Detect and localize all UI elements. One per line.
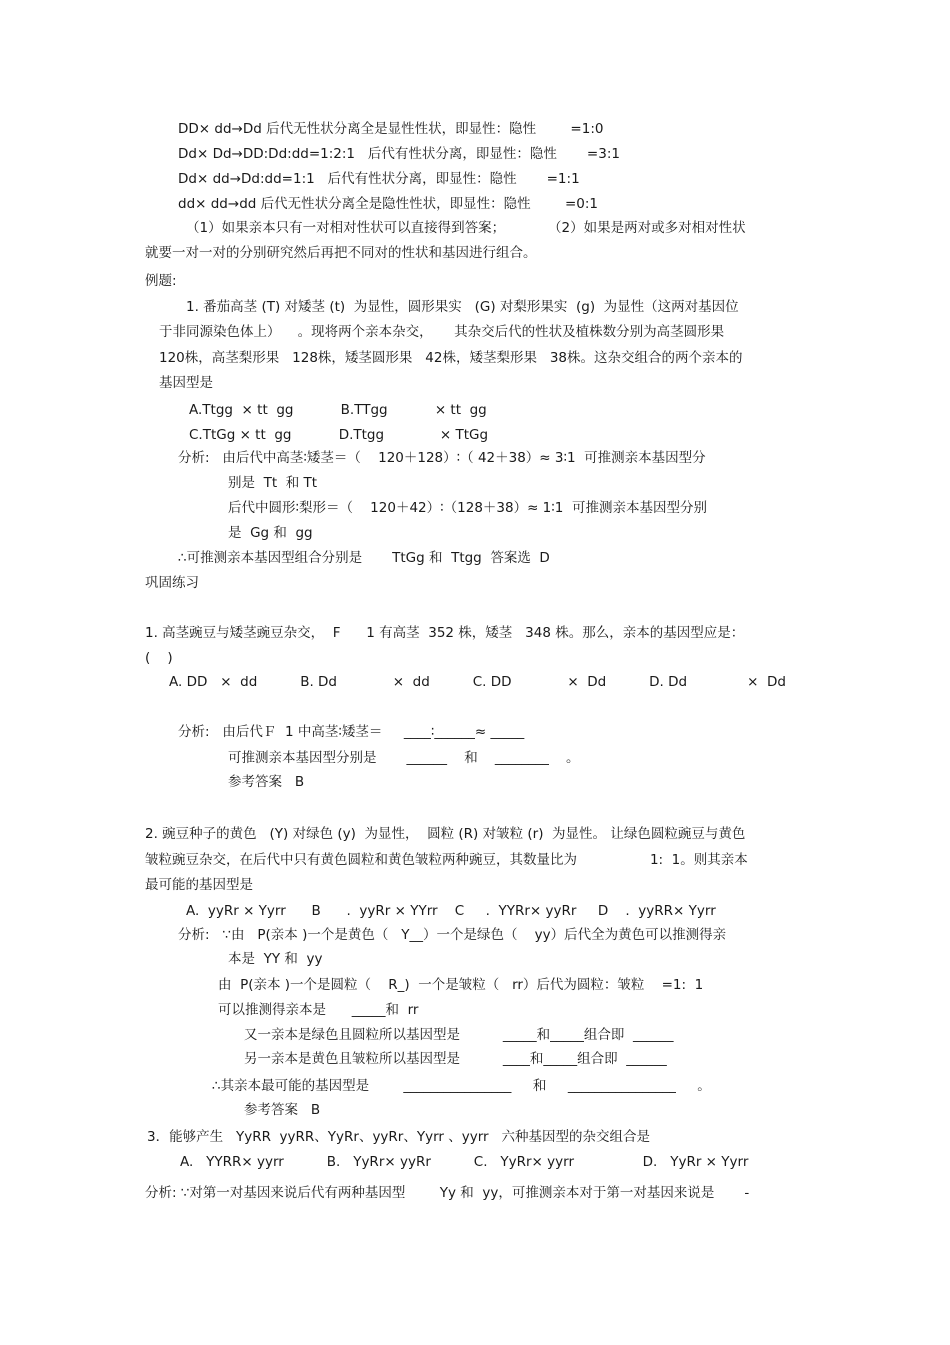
practice-1-blank: ( ): [145, 650, 173, 666]
rule-recessive: dd× dd→dd 后代无性状分离全是隐性性状，即显性：隐性 =0:1: [178, 196, 598, 212]
note-line-1: （1）如果亲本只有一对相对性状可以直接得到答案； （2）如果是两对或多对相对性状: [186, 220, 746, 236]
practice-2-conclusion: ∴其亲本最可能的基因型是 ________________ 和 ________________ 。: [212, 1078, 711, 1094]
practice-2-answer: 参考答案 B: [244, 1102, 321, 1118]
example-analysis-1: 分析: 由后代中高茎∶矮茎＝（ 120＋128）∶（ 42＋38）≈ 3∶1 可推测亲本基因型分: [178, 450, 706, 466]
practice-1-analysis-2: 可推测亲本基因型分别是 ______ 和 ________ 。: [228, 750, 580, 766]
practice-2-analysis-4: 可以推测得亲本是 _____和 rr: [218, 1002, 419, 1018]
rule-dd-x-dd-test: Dd× dd→Dd:dd=1:1 后代有性状分离，即显性：隐性 =1:1: [178, 171, 580, 187]
example-options-ab: A.Ttgg × tt gg B.TTgg × tt gg: [189, 402, 487, 418]
example-question-line-2: 于非同源染色体上） 。现将两个亲本杂交， 其杂交后代的性状及植株数分别为高茎圆形果: [159, 324, 725, 340]
practice-1-options: A. DD × dd B. Dd × dd C. DD × Dd D. Dd × Dd: [169, 674, 786, 690]
practice-2-question-2: 皱粒豌豆杂交，在后代中只有黄色圆粒和黄色皱粒两种豌豆，其数量比为 1: 1。则其亲本: [145, 852, 748, 868]
example-question-line-1: 1. 番茄高茎 (T) 对矮茎 (t) 为显性，圆形果实 (G) 对梨形果实 (g) 为显性（这两对基因位: [186, 299, 739, 315]
practice-2-question-1: 2. 豌豆种子的黄色 (Y) 对绿色 (y) 为显性， 圆粒 (R) 对皱粒 (r) 为显性。 让绿色圆粒豌豆与黄色: [145, 826, 746, 842]
practice-2-analysis-3: 由 P(亲本 )一个是圆粒（ R_) 一个是皱粒（ rr）后代为圆粒：皱粒 =1: 1: [218, 977, 704, 993]
example-question-line-4: 基因型是: [159, 375, 213, 391]
example-options-cd: C.TtGg × tt gg D.Ttgg × TtGg: [189, 427, 489, 443]
practice-heading: 巩固练习: [145, 575, 199, 591]
practice-1-question: 1. 高茎豌豆与矮茎豌豆杂交， F 1 有高茎 352 株，矮茎 348 株。那么，亲本的基因型应是：: [145, 625, 745, 641]
practice-1-analysis-1: 分析: 由后代Ｆ 1 中高茎∶矮茎＝ ____∶______≈ _____: [178, 724, 525, 740]
example-analysis-3: 后代中圆形∶梨形＝（ 120＋42）∶（128＋38）≈ 1∶1 可推测亲本基因型分别: [228, 500, 707, 516]
rule-dd-x-dd-hetero: Dd× Dd→DD:Dd:dd=1:2:1 后代有性状分离，即显性：隐性 =3:1: [178, 146, 620, 162]
example-analysis-2: 别是 Tt 和 Tt: [228, 475, 318, 491]
practice-1-answer: 参考答案 B: [228, 774, 305, 790]
practice-2-analysis-1: 分析: ∵由 P(亲本 )一个是黄色（ Y__）一个是绿色（ yy）后代全为黄色可以推测得亲: [178, 927, 727, 943]
example-question-line-3: 120株，高茎梨形果 128株，矮茎圆形果 42株，矮茎梨形果 38株。这杂交组合的两个亲本的: [159, 350, 743, 366]
practice-2-question-3: 最可能的基因型是: [145, 877, 253, 893]
practice-2-options: A. yyRr × Yyrr B . yyRr × YYrr C . YYRr× yyRr D . yyRR× Yyrr: [186, 903, 716, 919]
practice-2-analysis-5: 又一亲本是绿色且圆粒所以基因型是 _____和_____组合即 ______: [244, 1027, 674, 1043]
practice-3-question: 3．能够产生 YyRR yyRR、YyRr、yyRr、Yyrr 、yyrr 六种基因型的杂交组合是: [147, 1129, 650, 1145]
example-heading: 例题:: [145, 273, 177, 289]
rule-dd-x-dd: DD× dd→Dd 后代无性状分离全是显性性状，即显性：隐性 =1:0: [178, 121, 604, 137]
note-line-2: 就要一对一对的分别研究然后再把不同对的性状和基因进行组合。: [145, 245, 537, 261]
practice-3-options: A. YYRR× yyrr B. YyRr× yyRr C. YyRr× yyrr D. YyRr × Yyrr: [180, 1154, 749, 1170]
practice-3-analysis: 分析: ∵对第一对基因来说后代有两种基因型 Yy 和 yy，可推测亲本对于第一对基因来说是 -: [145, 1185, 750, 1201]
practice-2-analysis-6: 另一亲本是黄色且皱粒所以基因型是 ____和_____组合即 ______: [244, 1051, 667, 1067]
example-analysis-4: 是 Gg 和 gg: [228, 525, 313, 541]
example-conclusion: ∴可推测亲本基因型组合分别是 TtGg 和 Ttgg 答案选 D: [178, 550, 550, 566]
practice-2-analysis-2: 本是 YY 和 yy: [228, 951, 323, 967]
